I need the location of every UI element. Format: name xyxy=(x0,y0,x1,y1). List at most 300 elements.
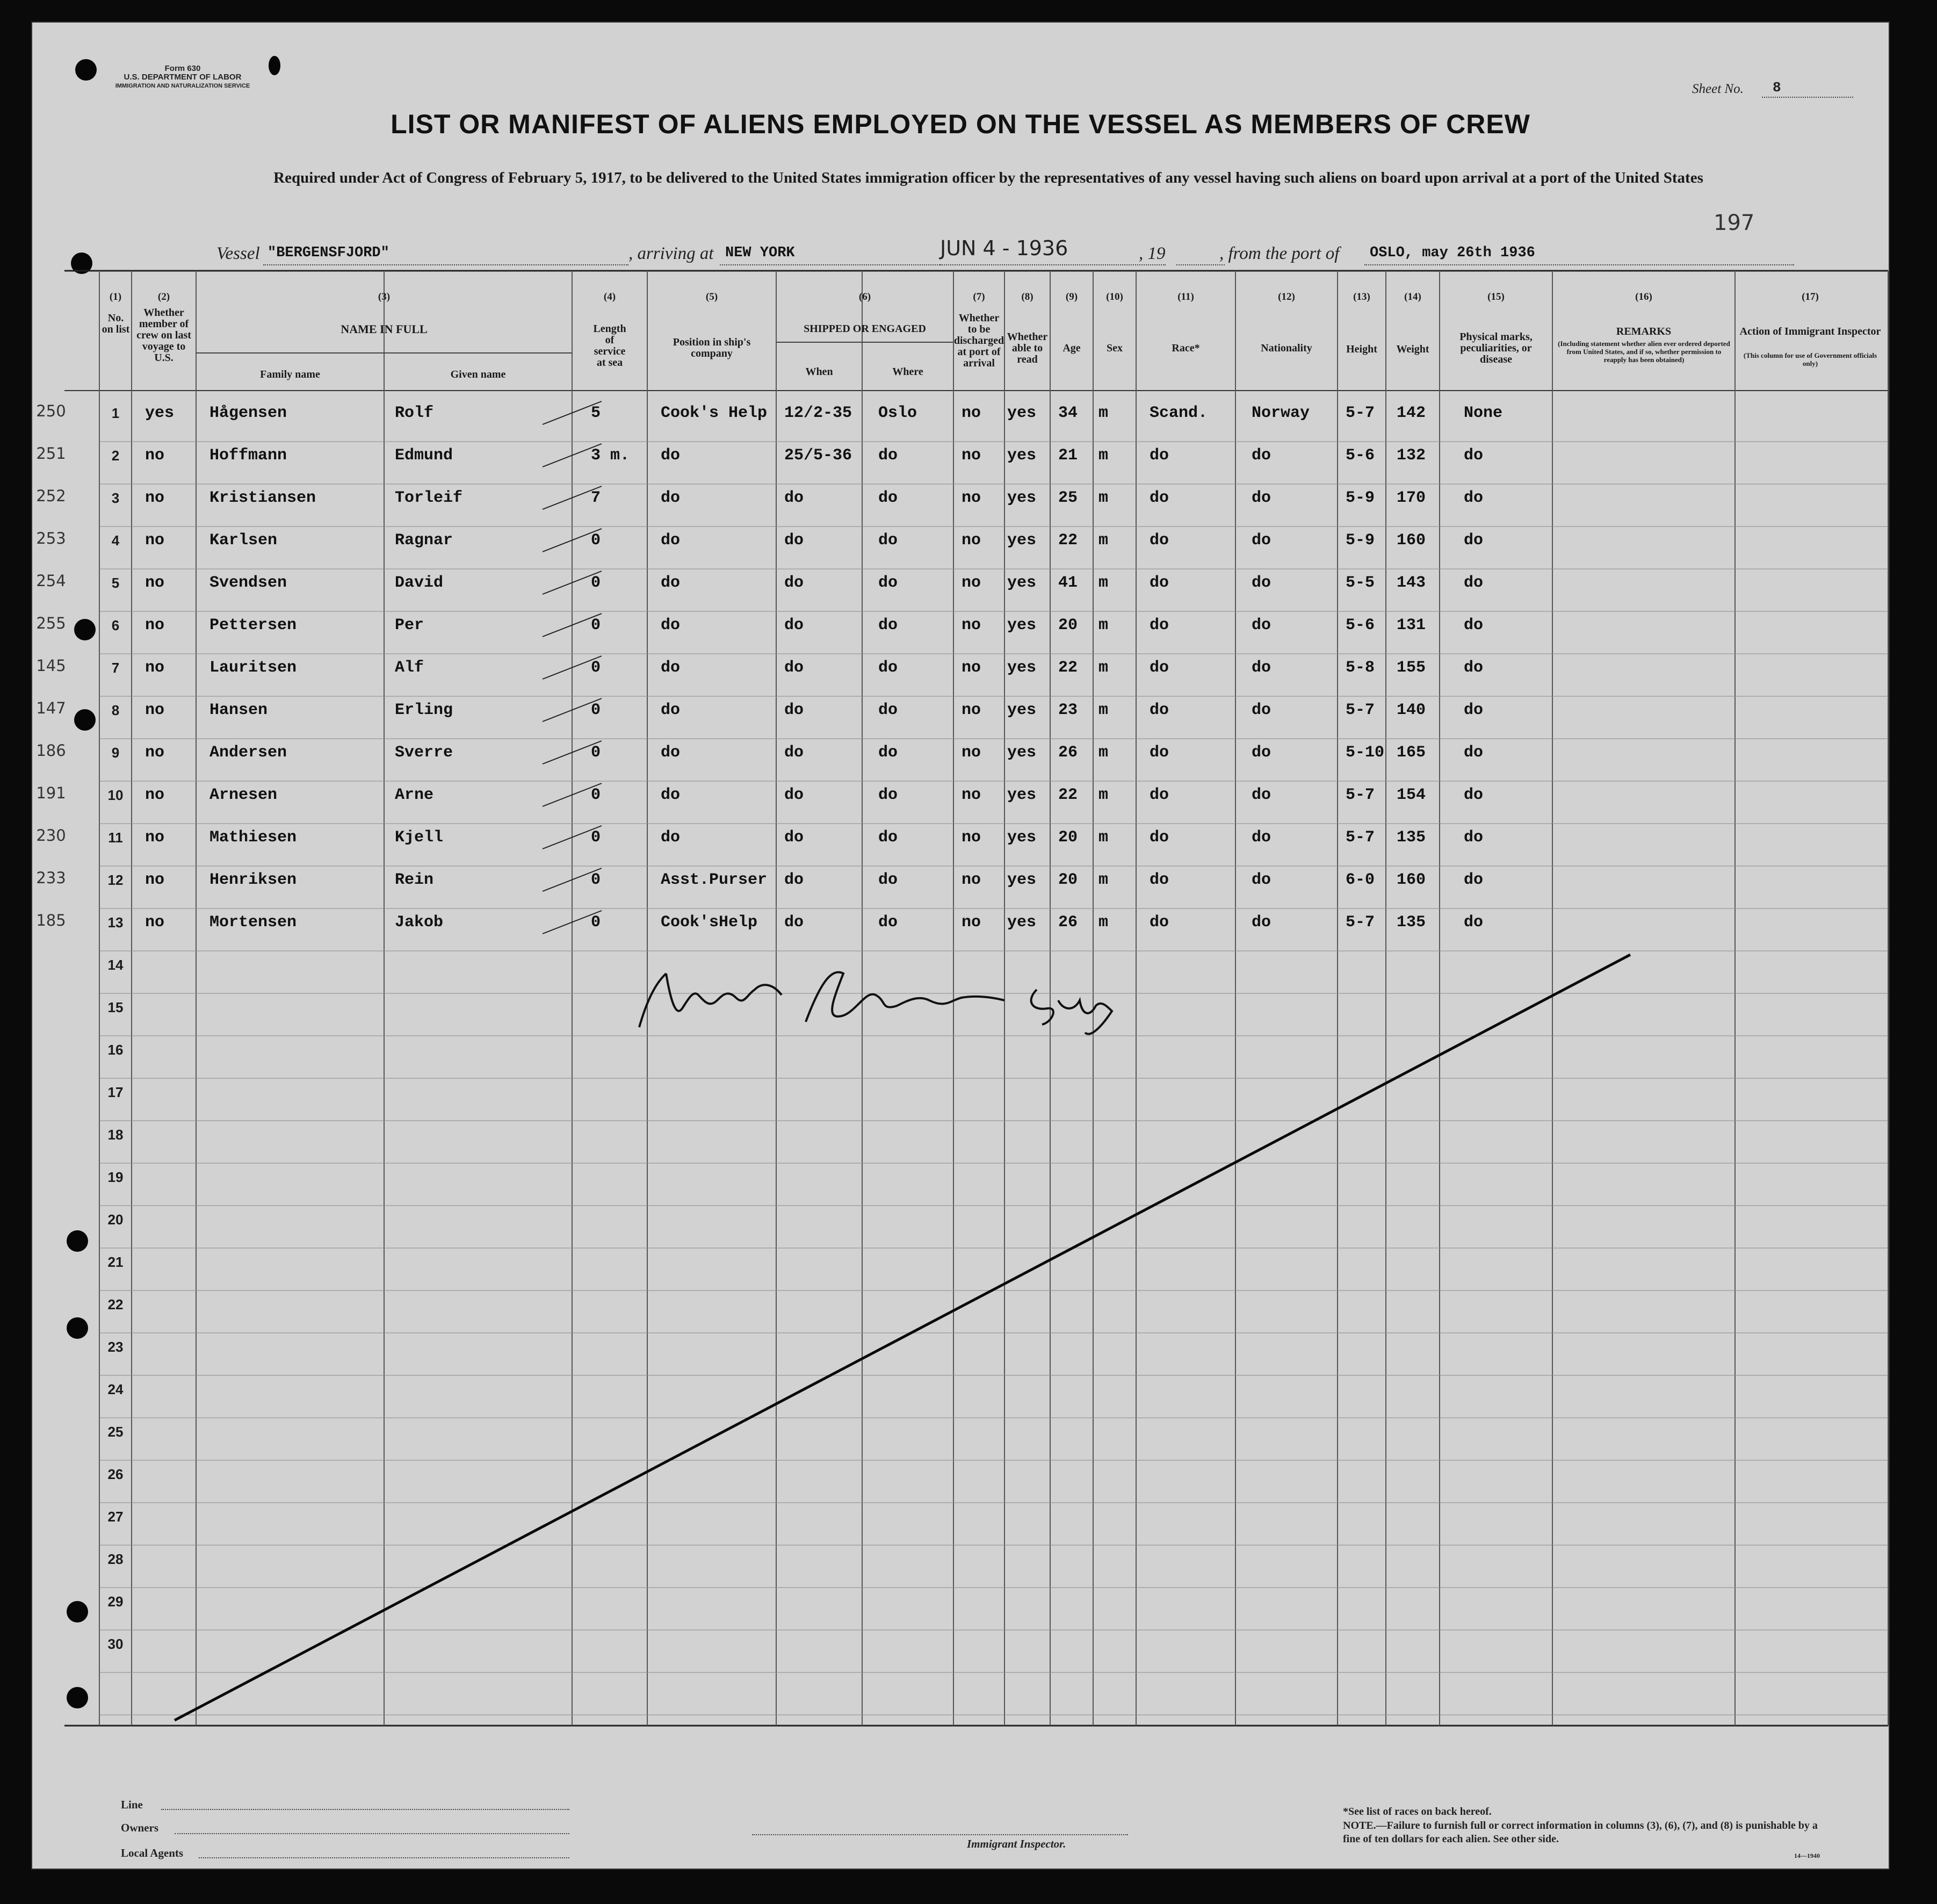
cell-height: 6-0 xyxy=(1346,871,1375,889)
cell-family: Karlsen xyxy=(209,531,278,550)
margin-line-number: 145 xyxy=(36,657,66,675)
cell-race: Scand. xyxy=(1150,404,1208,422)
cell-prev: no xyxy=(145,744,165,762)
cell-nationality: do xyxy=(1252,489,1271,507)
margin-line-number: 233 xyxy=(36,869,66,887)
cell-sex: m xyxy=(1098,446,1109,465)
cell-no: 12 xyxy=(107,872,124,888)
cell-position: do xyxy=(661,574,681,592)
cell-marks: do xyxy=(1464,744,1484,762)
cell-nationality: do xyxy=(1252,446,1271,465)
cell-given: Kjell xyxy=(395,828,444,847)
cell-prev: no xyxy=(145,446,165,465)
cancellation-line xyxy=(32,23,1890,1870)
cell-race: do xyxy=(1150,871,1169,889)
margin-line-number: 253 xyxy=(36,529,66,547)
cell-height: 5-8 xyxy=(1346,659,1375,677)
cell-read: yes xyxy=(1007,446,1037,465)
cell-given: Jakob xyxy=(395,913,444,932)
empty-row-number: 30 xyxy=(107,1636,124,1652)
empty-row-number: 18 xyxy=(107,1127,124,1143)
col1-label: No. on list xyxy=(102,312,130,335)
empty-row-number: 17 xyxy=(107,1084,124,1100)
cell-sex: m xyxy=(1098,701,1109,719)
cell-where: do xyxy=(878,913,898,932)
cell-height: 5-7 xyxy=(1346,404,1375,422)
from-port-label: , from the port of xyxy=(1219,244,1340,263)
cell-sex: m xyxy=(1098,616,1109,634)
cell-family: Hågensen xyxy=(209,404,287,422)
cell-service: 0 xyxy=(591,913,601,932)
cell-position: Cook'sHelp xyxy=(661,913,758,932)
cell-service: 0 xyxy=(591,701,601,719)
cell-service: 0 xyxy=(591,828,601,847)
cell-service: 0 xyxy=(591,616,601,634)
cell-no: 9 xyxy=(111,745,120,761)
col11-num: (11) xyxy=(1177,291,1194,302)
cell-position: Cook's Help xyxy=(661,404,768,422)
local-agents-label: Local Agents xyxy=(121,1847,184,1859)
cell-service: 0 xyxy=(591,659,601,677)
cell-height: 5-6 xyxy=(1346,446,1375,465)
cell-weight: 132 xyxy=(1397,446,1426,465)
cell-when: do xyxy=(784,701,804,719)
cell-given: Arne xyxy=(395,786,434,804)
col15-label: Physical marks, peculiarities, or disease xyxy=(1459,331,1533,365)
cell-family: Andersen xyxy=(209,744,287,762)
cell-service: 0 xyxy=(591,531,601,550)
cell-discharged: no xyxy=(962,786,981,804)
cell-when: do xyxy=(784,574,804,592)
cell-weight: 135 xyxy=(1397,913,1426,932)
cell-age: 22 xyxy=(1058,531,1078,550)
cell-family: Henriksen xyxy=(209,871,297,889)
service-name: IMMIGRATION AND NATURALIZATION SERVICE xyxy=(115,83,250,89)
cell-read: yes xyxy=(1007,616,1037,634)
col11-label: Race* xyxy=(1172,342,1200,354)
col16-sub: (Including statement whether alien ever ordered deported from United States, and if so, whether permission to reapply has been obtained) xyxy=(1558,340,1730,364)
empty-row-number: 23 xyxy=(107,1339,124,1355)
cell-height: 5-7 xyxy=(1346,786,1375,804)
margin-line-number: 230 xyxy=(36,826,66,845)
cell-read: yes xyxy=(1007,489,1037,507)
cell-discharged: no xyxy=(962,616,981,634)
cell-prev: no xyxy=(145,913,165,932)
cell-age: 25 xyxy=(1058,489,1078,507)
col8-label: Whether able to read xyxy=(1007,331,1048,365)
cell-read: yes xyxy=(1007,828,1037,847)
col3-family: Family name xyxy=(260,369,320,380)
cell-when: do xyxy=(784,786,804,804)
col12-label: Nationality xyxy=(1261,342,1312,354)
cell-where: do xyxy=(878,744,898,762)
cell-when: do xyxy=(784,489,804,507)
margin-line-number: 185 xyxy=(36,911,66,929)
cell-sex: m xyxy=(1098,744,1109,762)
cell-age: 22 xyxy=(1058,659,1078,677)
signature-text: Nmiller Hansen Supt xyxy=(628,957,633,958)
margin-line-number: 147 xyxy=(36,699,66,717)
cell-family: Mortensen xyxy=(209,913,297,932)
manifest-sheet xyxy=(31,21,1890,1870)
cell-where: do xyxy=(878,446,898,465)
col3-num: (3) xyxy=(378,291,391,302)
cell-no: 5 xyxy=(111,575,120,591)
cell-age: 20 xyxy=(1058,871,1078,889)
cell-discharged: no xyxy=(962,574,981,592)
cell-family: Lauritsen xyxy=(209,659,297,677)
cell-where: do xyxy=(878,871,898,889)
cell-read: yes xyxy=(1007,744,1037,762)
cell-position: do xyxy=(661,744,681,762)
cell-no: 10 xyxy=(107,787,124,803)
empty-row-number: 15 xyxy=(107,999,124,1015)
cell-no: 6 xyxy=(111,617,120,633)
cell-age: 20 xyxy=(1058,828,1078,847)
cell-prev: no xyxy=(145,786,165,804)
cell-read: yes xyxy=(1007,913,1037,932)
vessel-name: "BERGENSFJORD" xyxy=(268,245,389,261)
print-code: 14—1940 xyxy=(1794,1852,1820,1859)
col14-num: (14) xyxy=(1404,291,1421,302)
cell-nationality: do xyxy=(1252,786,1271,804)
col13-num: (13) xyxy=(1353,291,1370,302)
cell-where: do xyxy=(878,828,898,847)
margin-line-number: 250 xyxy=(36,402,66,420)
cell-marks: do xyxy=(1464,871,1484,889)
cell-nationality: do xyxy=(1252,574,1271,592)
cell-position: do xyxy=(661,828,681,847)
arrival-date-stamp: JUN 4 - 1936 xyxy=(940,236,1068,260)
cell-where: do xyxy=(878,786,898,804)
cell-sex: m xyxy=(1098,871,1109,889)
year-label: , 19 xyxy=(1139,244,1166,263)
cell-age: 21 xyxy=(1058,446,1078,465)
cell-when: do xyxy=(784,659,804,677)
cell-where: do xyxy=(878,489,898,507)
cell-sex: m xyxy=(1098,913,1109,932)
cell-where: do xyxy=(878,659,898,677)
col15-num: (15) xyxy=(1487,291,1505,302)
col10-num: (10) xyxy=(1106,291,1123,302)
cell-nationality: do xyxy=(1252,701,1271,719)
cell-nationality: do xyxy=(1252,871,1271,889)
cell-when: do xyxy=(784,828,804,847)
col5-num: (5) xyxy=(705,291,718,302)
col13-label: Height xyxy=(1346,343,1377,355)
cell-given: Edmund xyxy=(395,446,453,465)
col9-num: (9) xyxy=(1065,291,1078,302)
cell-where: do xyxy=(878,574,898,592)
cell-race: do xyxy=(1150,531,1169,550)
col5-label: Position in ship's company xyxy=(673,336,751,359)
page-title: LIST OR MANIFEST OF ALIENS EMPLOYED ON THE VESSEL AS MEMBERS OF CREW xyxy=(391,109,1530,139)
cell-weight: 142 xyxy=(1397,404,1426,422)
col2-label: Whether member of crew on last voyage to U.S. xyxy=(136,307,191,364)
cell-given: David xyxy=(395,574,444,592)
cell-age: 22 xyxy=(1058,786,1078,804)
cell-weight: 154 xyxy=(1397,786,1426,804)
cell-prev: yes xyxy=(145,404,175,422)
cell-sex: m xyxy=(1098,786,1109,804)
cell-where: do xyxy=(878,531,898,550)
cell-family: Svendsen xyxy=(209,574,287,592)
cell-no: 1 xyxy=(111,405,120,421)
cell-race: do xyxy=(1150,701,1169,719)
cell-family: Pettersen xyxy=(209,616,297,634)
cell-weight: 140 xyxy=(1397,701,1426,719)
cell-race: do xyxy=(1150,828,1169,847)
cell-marks: do xyxy=(1464,659,1484,677)
cell-weight: 160 xyxy=(1397,871,1426,889)
cell-given: Torleif xyxy=(395,489,463,507)
cell-age: 41 xyxy=(1058,574,1078,592)
cell-family: Hansen xyxy=(209,701,268,719)
cell-race: do xyxy=(1150,744,1169,762)
empty-row-number: 20 xyxy=(107,1211,124,1228)
race-note: *See list of races on back hereof. xyxy=(1343,1806,1492,1818)
cell-age: 34 xyxy=(1058,404,1078,422)
cell-prev: no xyxy=(145,828,165,847)
col3-label: NAME IN FULL xyxy=(341,322,428,336)
margin-line-number: 254 xyxy=(36,572,66,590)
empty-row-number: 27 xyxy=(107,1509,124,1525)
cell-age: 26 xyxy=(1058,744,1078,762)
cell-race: do xyxy=(1150,489,1169,507)
col16-label: REMARKS xyxy=(1616,326,1672,337)
margin-line-number: 255 xyxy=(36,614,66,632)
cell-read: yes xyxy=(1007,404,1037,422)
cell-marks: do xyxy=(1464,786,1484,804)
cell-discharged: no xyxy=(962,404,981,422)
cell-sex: m xyxy=(1098,531,1109,550)
cell-where: do xyxy=(878,701,898,719)
margin-line-number: 191 xyxy=(36,784,66,802)
department-name: U.S. DEPARTMENT OF LABOR xyxy=(124,73,242,82)
cell-prev: no xyxy=(145,489,165,507)
cell-given: Alf xyxy=(395,659,424,677)
cell-given: Erling xyxy=(395,701,453,719)
cell-weight: 135 xyxy=(1397,828,1426,847)
cell-weight: 155 xyxy=(1397,659,1426,677)
cell-given: Sverre xyxy=(395,744,453,762)
cell-read: yes xyxy=(1007,871,1037,889)
empty-row-number: 29 xyxy=(107,1593,124,1610)
col6-label: SHIPPED OR ENGAGED xyxy=(804,323,926,335)
cell-discharged: no xyxy=(962,531,981,550)
empty-row-number: 24 xyxy=(107,1381,124,1397)
cell-discharged: no xyxy=(962,701,981,719)
cell-position: do xyxy=(661,489,681,507)
cell-no: 11 xyxy=(108,830,123,846)
cell-marks: do xyxy=(1464,701,1484,719)
empty-row-number: 25 xyxy=(107,1424,124,1440)
owners-dotline xyxy=(175,1833,569,1834)
col3-given: Given name xyxy=(450,369,506,380)
cell-weight: 170 xyxy=(1397,489,1426,507)
empty-row-number: 14 xyxy=(107,957,124,973)
line-label: Line xyxy=(121,1798,143,1811)
penalty-note: NOTE.—Failure to furnish full or correct information in columns (3), (6), (7), and (8) is punishable by a fine of ten dollars for each alien. See other side. xyxy=(1343,1820,1818,1845)
cell-no: 2 xyxy=(111,448,120,464)
owners-label: Owners xyxy=(121,1821,158,1834)
cell-height: 5-7 xyxy=(1346,701,1375,719)
cell-read: yes xyxy=(1007,701,1037,719)
cell-where: do xyxy=(878,616,898,634)
cell-no: 8 xyxy=(111,702,120,718)
cell-when: do xyxy=(784,913,804,932)
cell-discharged: no xyxy=(962,871,981,889)
cell-weight: 160 xyxy=(1397,531,1426,550)
cell-when: 25/5-36 xyxy=(784,446,852,465)
cell-when: do xyxy=(784,744,804,762)
cell-nationality: do xyxy=(1252,744,1271,762)
cell-age: 20 xyxy=(1058,616,1078,634)
cell-given: Ragnar xyxy=(395,531,453,550)
cell-nationality: do xyxy=(1252,828,1271,847)
cell-race: do xyxy=(1150,574,1169,592)
col2-num: (2) xyxy=(157,291,170,302)
cell-no: 4 xyxy=(111,532,120,549)
col7-num: (7) xyxy=(973,291,985,302)
col6-when: When xyxy=(805,366,833,378)
cell-service: 0 xyxy=(591,871,601,889)
cell-nationality: do xyxy=(1252,659,1271,677)
cell-marks: do xyxy=(1464,913,1484,932)
cell-service: 0 xyxy=(591,744,601,762)
handwritten-page-number: 197 xyxy=(1714,211,1755,235)
cell-no: 13 xyxy=(107,914,124,931)
cell-marks: do xyxy=(1464,574,1484,592)
agents-dotline xyxy=(199,1857,569,1858)
cell-race: do xyxy=(1150,616,1169,634)
cell-position: Asst.Purser xyxy=(661,871,768,889)
cell-discharged: no xyxy=(962,659,981,677)
cell-service: 3 m. xyxy=(591,446,630,465)
empty-row-number: 22 xyxy=(107,1296,124,1312)
cell-prev: no xyxy=(145,701,165,719)
cell-read: yes xyxy=(1007,786,1037,804)
cell-service: 7 xyxy=(591,489,601,507)
cell-age: 23 xyxy=(1058,701,1078,719)
arriving-port: NEW YORK xyxy=(725,245,795,261)
cell-age: 26 xyxy=(1058,913,1078,932)
cell-service: 0 xyxy=(591,574,601,592)
cell-position: do xyxy=(661,531,681,550)
inspector-dotline xyxy=(752,1834,1128,1835)
cell-height: 5-7 xyxy=(1346,828,1375,847)
cell-prev: no xyxy=(145,659,165,677)
cell-prev: no xyxy=(145,531,165,550)
cell-read: yes xyxy=(1007,574,1037,592)
cell-sex: m xyxy=(1098,828,1109,847)
cell-when: do xyxy=(784,531,804,550)
margin-line-number: 186 xyxy=(36,741,66,760)
cell-nationality: Norway xyxy=(1252,404,1310,422)
cell-weight: 165 xyxy=(1397,744,1426,762)
cell-nationality: do xyxy=(1252,531,1271,550)
cell-where: Oslo xyxy=(878,404,917,422)
cell-position: do xyxy=(661,786,681,804)
col17-num: (17) xyxy=(1802,291,1819,302)
col9-label: Age xyxy=(1063,342,1081,354)
cell-marks: do xyxy=(1464,531,1484,550)
vessel-label: Vessel xyxy=(216,244,260,263)
cell-when: do xyxy=(784,616,804,634)
cell-no: 3 xyxy=(111,490,120,506)
page-subtitle: Required under Act of Congress of February 5, 1917, to be delivered to the United States immigration officer by the representatives of any vessel having such aliens on board upon arrival at a port of the United States xyxy=(273,169,1703,186)
col6-where: Where xyxy=(892,366,923,378)
cell-service: 5 xyxy=(591,404,601,422)
cell-weight: 143 xyxy=(1397,574,1426,592)
empty-row-number: 26 xyxy=(107,1466,124,1482)
cell-position: do xyxy=(661,701,681,719)
cell-race: do xyxy=(1150,786,1169,804)
cell-when: do xyxy=(784,871,804,889)
cell-sex: m xyxy=(1098,659,1109,677)
col10-label: Sex xyxy=(1107,342,1123,354)
cell-sex: m xyxy=(1098,489,1109,507)
cell-position: do xyxy=(661,659,681,677)
sheet-number-label: Sheet No. xyxy=(1692,82,1744,96)
cell-sex: m xyxy=(1098,574,1109,592)
cell-position: do xyxy=(661,446,681,465)
cell-height: 5-7 xyxy=(1346,913,1375,932)
empty-row-number: 16 xyxy=(107,1042,124,1058)
cell-marks: do xyxy=(1464,828,1484,847)
cell-family: Mathiesen xyxy=(209,828,297,847)
cell-prev: no xyxy=(145,871,165,889)
cell-no: 7 xyxy=(111,660,120,676)
cell-given: Per xyxy=(395,616,424,634)
arriving-label: , arriving at xyxy=(628,244,714,263)
from-port: OSLO, may 26th 1936 xyxy=(1370,245,1535,261)
cell-when: 12/2-35 xyxy=(784,404,852,422)
cell-read: yes xyxy=(1007,531,1037,550)
cell-discharged: no xyxy=(962,446,981,465)
col16-num: (16) xyxy=(1635,291,1652,302)
cell-marks: do xyxy=(1464,616,1484,634)
cell-sex: m xyxy=(1098,404,1109,422)
cell-height: 5-5 xyxy=(1346,574,1375,592)
col14-label: Weight xyxy=(1396,343,1429,355)
empty-row-number: 19 xyxy=(107,1169,124,1185)
cell-height: 5-6 xyxy=(1346,616,1375,634)
cell-given: Rein xyxy=(395,871,434,889)
col4-label: Length of service at sea xyxy=(593,323,626,369)
cell-height: 5-9 xyxy=(1346,489,1375,507)
cell-nationality: do xyxy=(1252,616,1271,634)
cell-race: do xyxy=(1150,659,1169,677)
cell-position: do xyxy=(661,616,681,634)
cell-prev: no xyxy=(145,616,165,634)
cell-given: Rolf xyxy=(395,404,434,422)
cell-service: 0 xyxy=(591,786,601,804)
cell-marks: do xyxy=(1464,489,1484,507)
line-dotline xyxy=(161,1809,569,1810)
col7-label: Whether to be discharged at port of arrival xyxy=(953,312,1004,369)
col17-sub: (This column for use of Government officials only) xyxy=(1743,351,1877,367)
cell-discharged: no xyxy=(962,489,981,507)
col17-label: Action of Immigrant Inspector xyxy=(1739,326,1881,337)
col1-num: (1) xyxy=(109,291,122,302)
cell-read: yes xyxy=(1007,659,1037,677)
col8-num: (8) xyxy=(1021,291,1033,302)
cell-marks: do xyxy=(1464,446,1484,465)
cell-height: 5-9 xyxy=(1346,531,1375,550)
margin-line-number: 252 xyxy=(36,487,66,505)
cell-race: do xyxy=(1150,913,1169,932)
